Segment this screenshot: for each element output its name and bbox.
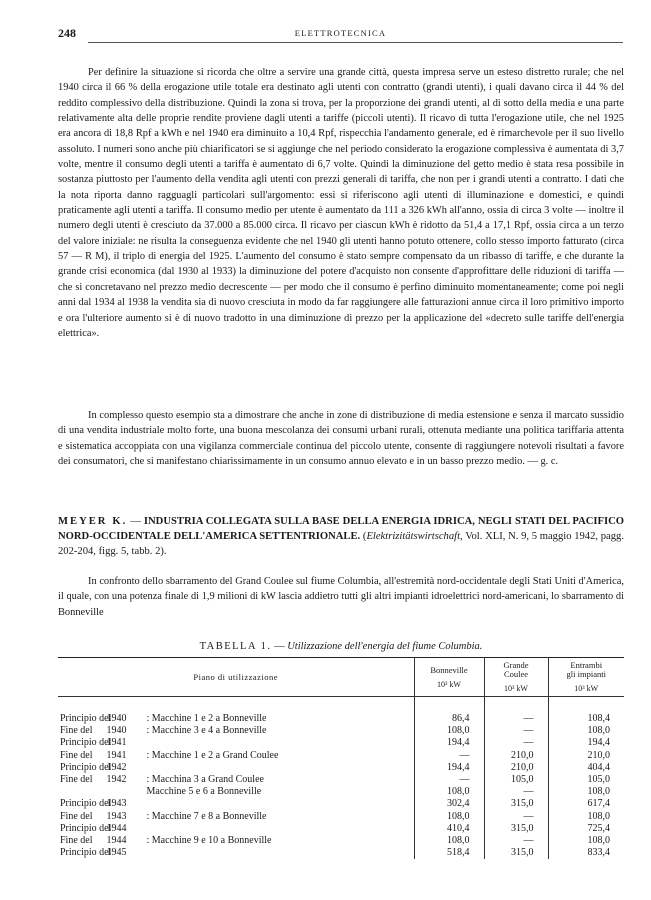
cell-bonneville: 108,0 — [414, 835, 484, 847]
row-plan — [58, 713, 414, 725]
cell-both: 108,0 — [587, 786, 610, 798]
cell-bonneville: 108,0 — [414, 786, 484, 798]
table-caption — [58, 641, 624, 652]
row-phase: Principio del — [60, 713, 112, 724]
paragraph-2: In complesso questo esempio sta a dimostrare che anche in zone di distribuzione di media estensione e senza il marcato sussidio di una vendita industriale molto forte, una buona mescolanza dei consumi urbani rurali, ottenuta mediante una politica tariffaria attenta e sistematica accoppiata con una vigilanza commerciale continua del piccolo utente, consente di raggiungere notevoli risultati a favore dei consumatori, che si manifestano chiarissimamente in un consumo annuo elevato e in un basso prezzo medio. — g. c. — [58, 410, 624, 468]
cell-grand-coulee: — — [484, 713, 548, 725]
cell-bonneville: 194,4 — [414, 762, 484, 774]
cell-both: 108,0 — [587, 810, 610, 822]
row-plan — [58, 762, 414, 774]
cell-grand-coulee: 315,0 — [484, 847, 548, 859]
row-phase: Principio del — [60, 761, 112, 773]
row-description: Macchine 5 e 6 a Bonneville — [146, 786, 262, 798]
cell-both: 108,0 — [587, 835, 610, 847]
cell-bonneville: 194,4 — [414, 737, 484, 749]
cell-both: 210,0 — [587, 749, 610, 761]
table-label: TABELLA 1. — [199, 641, 272, 652]
row-description: : Macchine 7 e 8 a Bonneville — [146, 810, 267, 822]
row-year: 1942 — [106, 774, 127, 786]
row-year: 1943 — [106, 810, 127, 822]
row-description: : Macchine 1 e 2 a Bonneville — [146, 713, 267, 724]
row-phase: Fine del — [60, 749, 93, 761]
row-plan — [58, 725, 414, 737]
table-caption-text: Utilizzazione dell'energia del fiume Columbia. — [287, 641, 483, 652]
cell-both: 725,4 — [587, 822, 610, 834]
row-year: 1944 — [106, 835, 127, 847]
bibliographic-entry — [58, 514, 624, 559]
cell-both: 108,0 — [587, 725, 610, 737]
unit-grand-coulee: 10³ kW — [504, 684, 528, 693]
table-body — [58, 697, 624, 860]
table-row — [58, 725, 624, 737]
entry-author: MEYER K. — [58, 516, 128, 527]
header-both-line1: Entrambi — [570, 660, 603, 670]
table-caption-dash: — — [274, 641, 285, 652]
data-table — [58, 657, 624, 859]
cell-grand-coulee: 315,0 — [484, 798, 548, 810]
row-phase: Principio del — [60, 847, 112, 859]
row-year: 1940 — [106, 725, 127, 737]
table-row — [58, 786, 624, 798]
cell-grand-coulee: 105,0 — [484, 774, 548, 786]
row-phase: Principio del — [60, 822, 112, 834]
cell-both: 404,4 — [587, 761, 610, 773]
row-year: 1943 — [106, 798, 127, 810]
paragraph-1: Per definire la situazione si ricorda che oltre a servire una grande città, questa impresa serve un esteso distretto rurale; che nel 1940 circa il 66 % della erogazione utile totale era destinato agli utenti con contratto (grandi utenti), i quali davano circa il 44 % del reddito complessivo della distribuzione. Quindi la zona si trova, per la proporzione dei grandi utenti, al di sotto della media e una parte relativamente alta delle proprie rendite proviene dagli utenti a tariffe (piccoli utenti). Il ricavo di tutta l'erogazione utile, che nel 1925 era ancora di 18,8 Rpf a kWh e nel 1940 era diminuito a 10,4 Rpf, rispecchia l'andamento generale, ed è rimarchevole per il suo livello assoluto. I numeri sono anche più chiarificatori se si aggiunge che nel periodo considerato la erogazione complessiva è aumentata di 3,7 volte, mentre il consumo degli utenti a tariffa è aumentato di 6,7 volte. Quindi la diminuzione del getto medio è stata resa possibile in sostanza piuttosto per l'aumento della vendita agli utenti con prezzi generali di tariffa, che non per i grandi utenti a contratto. I dati che la nota riporta danno ragguagli particolari sull'argomento: essi si riferiscono agli utenti di illuminazione e domestici, e quindi praticamente agli utenti a tariffa. Il consumo medio per utente è aumentato da 111 a 326 kWh all'anno, ossia di circa 3 volte — inoltre il numero degli utenti è cresciuto da 37.000 a 85.000 circa. Il ricavo per ciascun kWh è ridotto da 51,4 a 17,1 Rpf, ossia circa a un terzo del valore iniziale: ne risulta la conseguenza evidente che nel 1940 gli utenti hanno potuto ottenere, collo stesso importo fatturato (circa 57 — R M), il triplo di energia del 1925. L'aumento del consumo è stato sempre compensato da un ribasso di tariffe, e che durante la grande crisi economica (dal 1930 al 1933) la diminuzione del potere d'acquisto non consente d'approfittare delle riduzioni di tariffa — che si concretavano nel prezzo medio decrescente — per modo che il consumo è perfino diminuito momentaneamente; come poi negli anni dal 1934 al 1938 la vendita sia di nuovo cresciuta in modo da far raggiungere alle fatturazioni annue circa il loro primitivo importo e ora l'ulteriore aumento si è di nuovo tradotto in una diminuzione di prezzo per la applicazione del «decreto sulle tariffe dell'energia elettrica». — [58, 67, 624, 339]
header-gc-line1: Grande — [503, 660, 529, 670]
running-header — [58, 26, 623, 44]
row-phase: Fine del — [60, 725, 93, 737]
cell-bonneville: — — [414, 774, 484, 786]
table-row — [58, 713, 624, 725]
row-description: : Macchine 9 e 10 a Bonneville — [146, 835, 272, 847]
table-row — [58, 750, 624, 762]
row-plan — [58, 835, 414, 847]
cell-grand-coulee: 210,0 — [484, 750, 548, 762]
ref-rest: , Vol. XLI, N. 9, 5 maggio 1942, pagg. 202-204, figg. 5, tabb. 2). — [58, 531, 624, 557]
unit-both: 10³ kW — [574, 684, 599, 693]
cell-bonneville: 410,4 — [414, 823, 484, 835]
row-phase: Principio del — [60, 737, 112, 749]
row-plan — [58, 811, 414, 823]
row-plan — [58, 823, 414, 835]
row-year: 1941 — [106, 749, 127, 761]
cell-both: 833,4 — [587, 847, 610, 859]
row-description: : Macchina 3 a Grand Coulee — [146, 774, 264, 786]
cell-both: 617,4 — [587, 798, 610, 810]
row-plan — [58, 774, 414, 786]
row-plan — [58, 737, 414, 749]
cell-bonneville: 518,4 — [414, 847, 484, 859]
row-year: 1941 — [106, 737, 127, 749]
cell-bonneville: — — [414, 750, 484, 762]
table-row — [58, 798, 624, 810]
cell-grand-coulee: — — [484, 786, 548, 798]
row-plan — [58, 786, 414, 798]
row-plan — [58, 798, 414, 810]
row-phase: Fine del — [60, 774, 93, 786]
cell-bonneville: 302,4 — [414, 798, 484, 810]
row-description: : Macchine 1 e 2 a Grand Coulee — [146, 749, 279, 761]
journal-title: ELETTROTECNICA — [294, 28, 387, 38]
table-row — [58, 774, 624, 786]
cell-bonneville: 108,0 — [414, 811, 484, 823]
cell-bonneville: 86,4 — [414, 713, 484, 725]
cell-both: 194,4 — [587, 737, 610, 749]
cell-bonneville: 108,0 — [414, 725, 484, 737]
cell-grand-coulee: — — [484, 725, 548, 737]
row-year: 1940 — [106, 713, 127, 724]
table-row — [58, 847, 624, 859]
cell-both: 105,0 — [587, 774, 610, 786]
cell-grand-coulee: 210,0 — [484, 762, 548, 774]
unit-bonneville: 10³ kW — [437, 679, 461, 689]
header-gc-line2: Coulee — [503, 669, 529, 679]
header-both — [548, 658, 624, 697]
header-bonneville — [414, 658, 484, 697]
cell-grand-coulee: — — [484, 811, 548, 823]
paragraph-3: In confronto dello sbarramento del Grand Coulee sul fiume Columbia, all'estremità nord-occidentale degli Stati Uniti d'America, il quale, con una potenza finale di 1,9 milioni di kW lascia addietro tutti gli altri impianti idroelettrici nord-americani, lo sbarramento di Bonneville — [58, 576, 624, 618]
table-row — [58, 762, 624, 774]
table-row — [58, 737, 624, 749]
cell-both: 108,4 — [587, 713, 610, 724]
entry-journal: Elektrizitätswirtschaft — [366, 531, 461, 542]
row-year: 1942 — [106, 761, 127, 773]
row-phase: Fine del — [60, 810, 93, 822]
header-plan: Piano di utilizzazione — [58, 658, 414, 697]
table-row — [58, 811, 624, 823]
ref-open: ( — [362, 531, 367, 542]
cell-grand-coulee: 315,0 — [484, 823, 548, 835]
table-row — [58, 823, 624, 835]
header-rule — [88, 42, 623, 43]
row-description: : Macchine 3 e 4 a Bonneville — [146, 725, 267, 737]
header-grand-coulee — [484, 658, 548, 697]
row-plan — [58, 750, 414, 762]
page-number: 248 — [58, 26, 76, 40]
entry-title: INDUSTRIA COLLEGATA SULLA BASE DELLA ENERGIA IDRICA, NEGLI STATI DEL PACIFICO NORD-OCCIDENTALE DELL'AMERICA SETTENTRIONALE. — [58, 516, 625, 542]
spacer-row — [58, 697, 624, 714]
row-phase: Fine del — [60, 835, 93, 847]
entry-dash: — — [130, 516, 141, 527]
cell-grand-coulee: — — [484, 835, 548, 847]
table-row — [58, 835, 624, 847]
row-year: 1945 — [106, 847, 127, 859]
header-bonneville-label: Bonneville — [430, 664, 468, 675]
header-both-line2: gli impianti — [566, 669, 606, 679]
row-phase: Principio del — [60, 798, 112, 810]
cell-grand-coulee: — — [484, 737, 548, 749]
row-plan — [58, 847, 414, 859]
row-year: 1944 — [106, 822, 127, 834]
